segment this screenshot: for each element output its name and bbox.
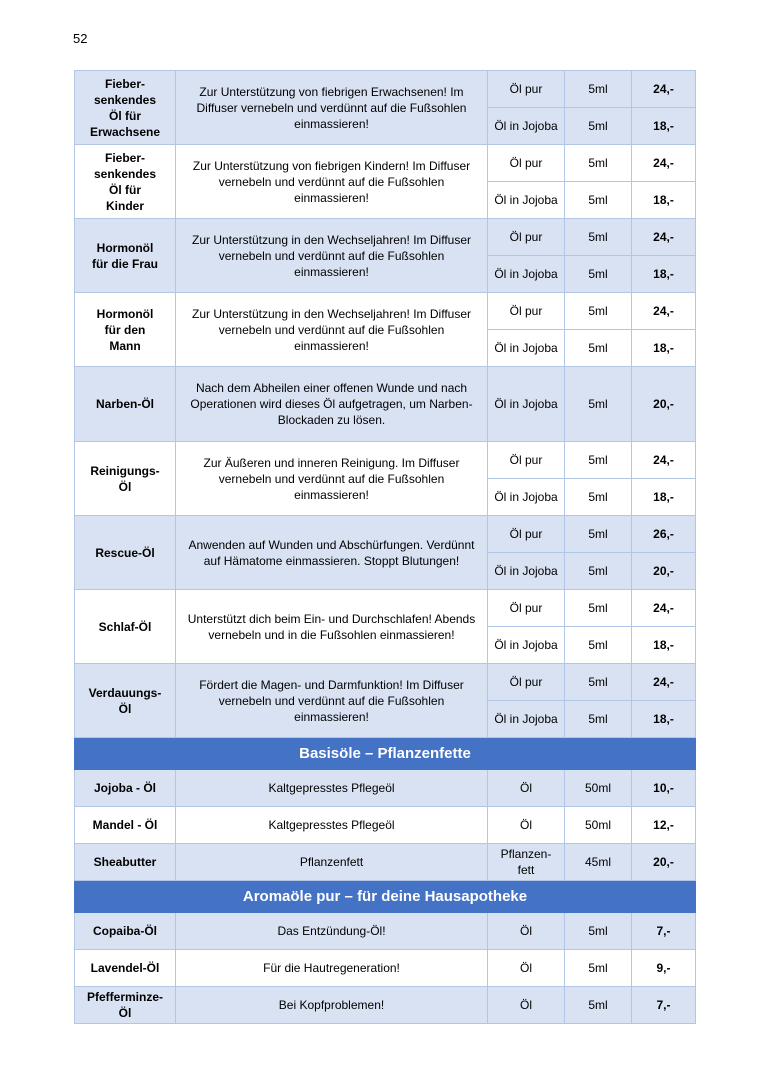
product-type: Öl in Jojoba	[488, 108, 565, 145]
product-size: 5ml	[565, 256, 632, 293]
product-price: 9,-	[632, 950, 696, 987]
product-name: Fieber- senkendes Öl für Kinder	[75, 145, 176, 219]
product-price: 18,-	[632, 330, 696, 367]
product-size: 5ml	[565, 913, 632, 950]
product-description: Für die Hautregeneration!	[176, 950, 488, 987]
product-size: 5ml	[565, 367, 632, 442]
table-row	[75, 145, 696, 182]
product-size: 5ml	[565, 553, 632, 590]
product-type: Öl in Jojoba	[488, 479, 565, 516]
product-type: Öl in Jojoba	[488, 256, 565, 293]
product-type: Öl	[488, 807, 565, 844]
product-type: Öl pur	[488, 590, 565, 627]
table-row	[75, 293, 696, 330]
product-size: 5ml	[565, 664, 632, 701]
section-title: Aromaöle pur – für deine Hausapotheke	[75, 881, 696, 913]
product-size: 5ml	[565, 108, 632, 145]
product-type: Öl in Jojoba	[488, 330, 565, 367]
table-row	[75, 367, 696, 442]
product-price: 7,-	[632, 987, 696, 1024]
product-price: 24,-	[632, 293, 696, 330]
product-price: 24,-	[632, 145, 696, 182]
product-name: Schlaf-Öl	[75, 590, 176, 664]
table-row	[75, 219, 696, 256]
product-type: Öl	[488, 987, 565, 1024]
section-header	[75, 881, 696, 913]
section-header	[75, 738, 696, 770]
product-description: Kaltgepresstes Pflegeöl	[176, 807, 488, 844]
product-price: 20,-	[632, 367, 696, 442]
product-name: Rescue-Öl	[75, 516, 176, 590]
product-size: 5ml	[565, 590, 632, 627]
product-size: 5ml	[565, 987, 632, 1024]
product-size: 50ml	[565, 807, 632, 844]
product-size: 5ml	[565, 330, 632, 367]
table-row	[75, 950, 696, 987]
product-description: Bei Kopfproblemen!	[176, 987, 488, 1024]
table-row	[75, 913, 696, 950]
product-price: 26,-	[632, 516, 696, 553]
product-type: Öl in Jojoba	[488, 182, 565, 219]
product-price: 24,-	[632, 590, 696, 627]
product-name: Mandel - Öl	[75, 807, 176, 844]
product-name: Narben-Öl	[75, 367, 176, 442]
product-type: Öl pur	[488, 219, 565, 256]
product-description: Das Entzündung-Öl!	[176, 913, 488, 950]
product-size: 5ml	[565, 442, 632, 479]
product-size: 45ml	[565, 844, 632, 881]
product-size: 50ml	[565, 770, 632, 807]
product-price: 18,-	[632, 108, 696, 145]
product-name: Jojoba - Öl	[75, 770, 176, 807]
table-row	[75, 807, 696, 844]
product-name: Hormonöl für die Frau	[75, 219, 176, 293]
table-row	[75, 844, 696, 881]
table-row	[75, 71, 696, 108]
product-price: 12,-	[632, 807, 696, 844]
product-description: Nach dem Abheilen einer offenen Wunde und nach Operationen wird dieses Öl aufgetragen, um Narben-Blockaden zu lösen.	[176, 367, 488, 442]
product-description: Zur Unterstützung von fiebrigen Kindern! Im Diffuser vernebeln und verdünnt auf die Fußsohlen einmassieren!	[176, 145, 488, 219]
product-size: 5ml	[565, 219, 632, 256]
product-size: 5ml	[565, 71, 632, 108]
product-name: Reinigungs- Öl	[75, 442, 176, 516]
product-size: 5ml	[565, 516, 632, 553]
product-size: 5ml	[565, 145, 632, 182]
product-price: 18,-	[632, 627, 696, 664]
product-size: 5ml	[565, 479, 632, 516]
product-size: 5ml	[565, 293, 632, 330]
product-price: 18,-	[632, 256, 696, 293]
product-size: 5ml	[565, 182, 632, 219]
product-type: Öl in Jojoba	[488, 627, 565, 664]
product-type: Öl	[488, 770, 565, 807]
section-title: Basisöle – Pflanzenfette	[75, 738, 696, 770]
product-type: Öl pur	[488, 442, 565, 479]
product-description: Unterstützt dich beim Ein- und Durchschlafen! Abends vernebeln und in die Fußsohlen einmassieren!	[176, 590, 488, 664]
product-description: Zur Unterstützung von fiebrigen Erwachsenen! Im Diffuser vernebeln und verdünnt auf die Fußsohlen einmassieren!	[176, 71, 488, 145]
page-number: 52	[73, 31, 88, 46]
product-name: Lavendel-Öl	[75, 950, 176, 987]
product-price: 18,-	[632, 479, 696, 516]
product-price: 18,-	[632, 701, 696, 738]
product-description: Anwenden auf Wunden und Abschürfungen. Verdünnt auf Hämatome einmassieren. Stoppt Blutungen!	[176, 516, 488, 590]
product-price: 24,-	[632, 219, 696, 256]
product-price: 24,-	[632, 71, 696, 108]
product-name: Copaiba-Öl	[75, 913, 176, 950]
product-price: 24,-	[632, 442, 696, 479]
table-row	[75, 664, 696, 701]
product-type: Öl pur	[488, 145, 565, 182]
product-price: 7,-	[632, 913, 696, 950]
product-type: Öl in Jojoba	[488, 553, 565, 590]
table-row	[75, 590, 696, 627]
product-type: Öl in Jojoba	[488, 367, 565, 442]
table-row	[75, 987, 696, 1024]
product-description: Fördert die Magen- und Darmfunktion! Im Diffuser vernebeln und verdünnt auf die Fußsohlen einmassieren!	[176, 664, 488, 738]
product-type: Öl pur	[488, 71, 565, 108]
product-price: 18,-	[632, 182, 696, 219]
product-type: Öl	[488, 950, 565, 987]
product-description: Kaltgepresstes Pflegeöl	[176, 770, 488, 807]
product-description: Pflanzenfett	[176, 844, 488, 881]
product-price: 10,-	[632, 770, 696, 807]
product-type: Pflanzen- fett	[488, 844, 565, 881]
product-size: 5ml	[565, 950, 632, 987]
product-name: Fieber- senkendes Öl für Erwachsene	[75, 71, 176, 145]
product-description: Zur Äußeren und inneren Reinigung. Im Diffuser vernebeln und verdünnt auf die Fußsohlen einmassieren!	[176, 442, 488, 516]
product-size: 5ml	[565, 627, 632, 664]
product-name: Pfefferminze- Öl	[75, 987, 176, 1024]
product-price: 20,-	[632, 844, 696, 881]
product-type: Öl pur	[488, 664, 565, 701]
product-description: Zur Unterstützung in den Wechseljahren! Im Diffuser vernebeln und verdünnt auf die Fußsohlen einmassieren!	[176, 293, 488, 367]
product-type: Öl pur	[488, 293, 565, 330]
price-table	[74, 70, 696, 1024]
product-type: Öl	[488, 913, 565, 950]
product-size: 5ml	[565, 701, 632, 738]
product-price: 24,-	[632, 664, 696, 701]
product-type: Öl pur	[488, 516, 565, 553]
product-name: Hormonöl für den Mann	[75, 293, 176, 367]
table-row	[75, 770, 696, 807]
product-price: 20,-	[632, 553, 696, 590]
product-name: Sheabutter	[75, 844, 176, 881]
product-name: Verdauungs- Öl	[75, 664, 176, 738]
table-row	[75, 516, 696, 553]
product-type: Öl in Jojoba	[488, 701, 565, 738]
table-row	[75, 442, 696, 479]
product-description: Zur Unterstützung in den Wechseljahren! Im Diffuser vernebeln und verdünnt auf die Fußsohlen einmassieren!	[176, 219, 488, 293]
